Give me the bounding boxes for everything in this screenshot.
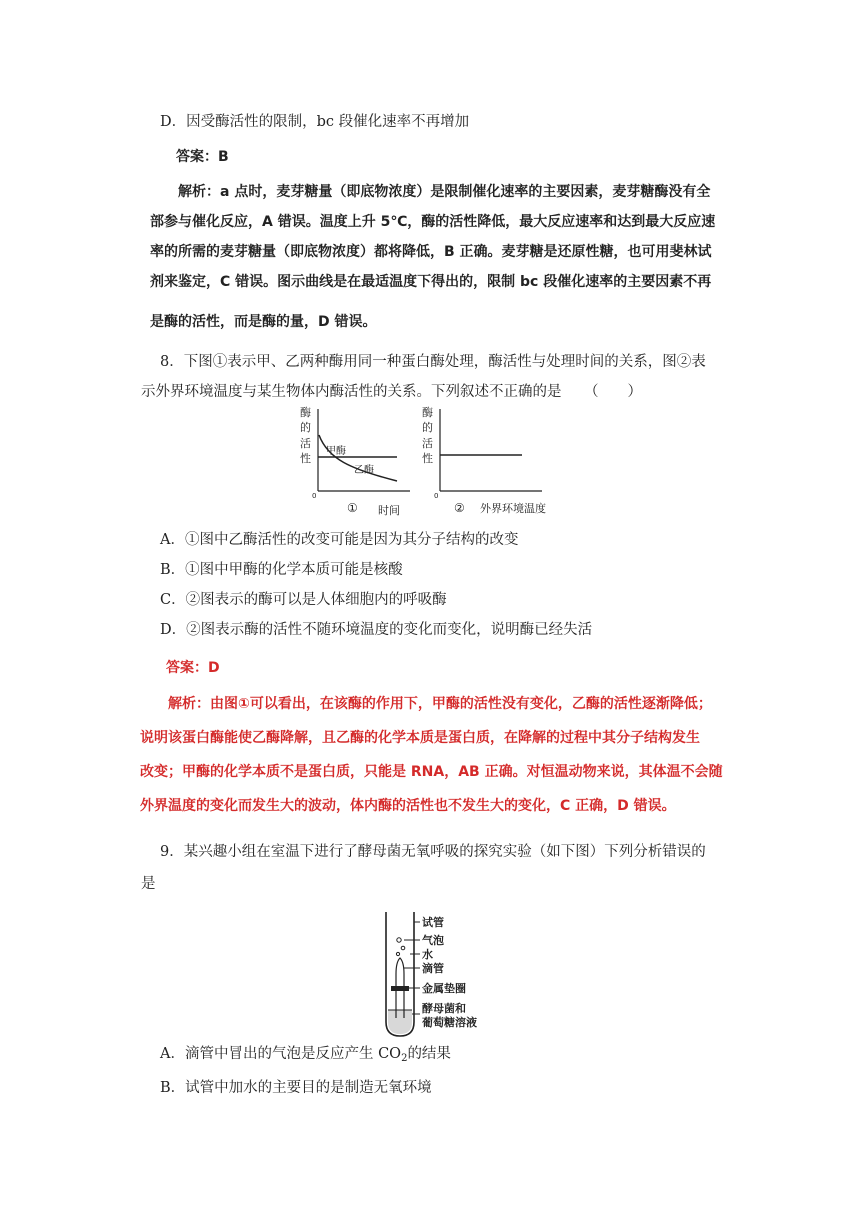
q8-analysis-line: 外界温度的变化而发生大的波动，体内酶的活性也不发生大的变化，C 正确，D 错误。: [140, 798, 676, 814]
q9-option-b: B．试管中加水的主要目的是制造无氧环境: [160, 1080, 432, 1096]
fig1-label-yi: 乙酶: [354, 465, 374, 476]
q9-option-a-tail: 的结果: [407, 1046, 451, 1062]
label-test-tube: 试管: [422, 916, 444, 929]
q8-option-a: A．①图中乙酶活性的改变可能是因为其分子结构的改变: [160, 532, 519, 548]
fig1-label-jia: 甲酶: [326, 446, 346, 457]
fig2-origin: 0: [434, 492, 439, 500]
q8-stem-line: 8．下图①表示甲、乙两种酶用同一种蛋白酶处理，酶活性与处理时间的关系，图②表: [160, 354, 706, 370]
q7-analysis-line: 部参与催化反应，A 错误。温度上升 5℃，酶的活性降低，最大反应速率和达到最大反应速: [150, 214, 716, 230]
fig2-ylabel-char: 酶: [422, 406, 433, 419]
label-dropper: 滴管: [422, 962, 444, 975]
fig1-xlabel: 时间: [378, 504, 400, 517]
bubble: [397, 938, 401, 942]
q8-answer: 答案：D: [166, 660, 220, 676]
fig1-ylabel-char: 性: [300, 452, 311, 465]
fig1-panel-mark: ①: [347, 501, 358, 515]
q9-option-a: [160, 1044, 451, 1069]
fig2-xlabel: 外界环境温度: [480, 502, 546, 515]
q7-analysis-line: 解析：a 点时，麦芽糖量（即底物浓度）是限制催化速率的主要因素，麦芽糖酶没有全: [178, 184, 711, 200]
q9-stem-line: 9．某兴趣小组在室温下进行了酵母菌无氧呼吸的探究实验（如下图）下列分析错误的: [160, 844, 706, 860]
q9-option-a-text: A．滴管中冒出的气泡是反应产生 CO: [160, 1046, 402, 1062]
bubble: [401, 946, 405, 950]
q8-stem-line: 示外界环境温度与某生物体内酶活性的关系。下列叙述不正确的是: [141, 384, 562, 400]
q7-analysis-line: 剂来鉴定，C 错误。图示曲线是在最适温度下得出的，限制 bc 段催化速率的主要因素不再: [150, 274, 712, 290]
fig2-ylabel-char: 性: [422, 452, 433, 465]
q8-analysis-line: 改变；甲酶的化学本质不是蛋白质，只能是 RNA，AB 正确。对恒温动物来说，其体温不会随: [140, 764, 723, 780]
label-bubble: 气泡: [422, 934, 444, 947]
q7-option-d: D．因受酶活性的限制，bc 段催化速率不再增加: [160, 114, 470, 130]
fig2-ylabel-char: 活: [422, 437, 433, 450]
label-water: 水: [422, 948, 433, 961]
q8-option-c: C．②图表示的酶可以是人体细胞内的呼吸酶: [160, 592, 447, 608]
label-glucose-solution: 葡萄糖溶液: [422, 1016, 477, 1029]
q8-analysis-line: 说明该蛋白酶能使乙酶降解，且乙酶的化学本质是蛋白质，在降解的过程中其分子结构发生: [140, 730, 700, 746]
q8-figure-1: [300, 405, 415, 520]
q7-analysis-line: 是酶的活性，而是酶的量，D 错误。: [150, 314, 377, 330]
q9-stem-line: 是: [141, 876, 156, 892]
q8-option-b: B．①图中甲酶的化学本质可能是核酸: [160, 562, 403, 578]
fig2-ylabel-char: 的: [422, 421, 433, 434]
q8-option-d: D．②图表示酶的活性不随环境温度的变化而变化，说明酶已经失活: [160, 622, 593, 638]
label-yeast: 酵母菌和: [422, 1002, 466, 1015]
fig2-panel-mark: ②: [454, 501, 465, 515]
q8-analysis-line: 解析：由图①可以看出，在该酶的作用下，甲酶的活性没有变化，乙酶的活性逐渐降低；: [168, 696, 712, 712]
q7-answer: 答案：B: [176, 149, 229, 165]
q8-answer-bracket: （ ）: [584, 384, 642, 400]
fig1-ylabel-char: 活: [300, 437, 311, 450]
co2-subscript: 2: [401, 1053, 408, 1064]
metal-washer: [391, 986, 409, 991]
yeast-solution: [388, 1010, 412, 1034]
label-metal-washer: 金属垫圈: [422, 982, 466, 995]
fig1-origin: 0: [312, 492, 317, 500]
bubble: [396, 952, 399, 955]
q8-figure-2: [422, 405, 587, 520]
q9-apparatus-figure: [380, 910, 500, 1042]
fig1-ylabel-char: 酶: [300, 406, 311, 419]
q7-analysis-line: 率的所需的麦芽糖量（即底物浓度）都将降低，B 正确。麦芽糖是还原性糖，也可用斐林试: [150, 244, 712, 260]
fig1-ylabel-char: 的: [300, 421, 311, 434]
